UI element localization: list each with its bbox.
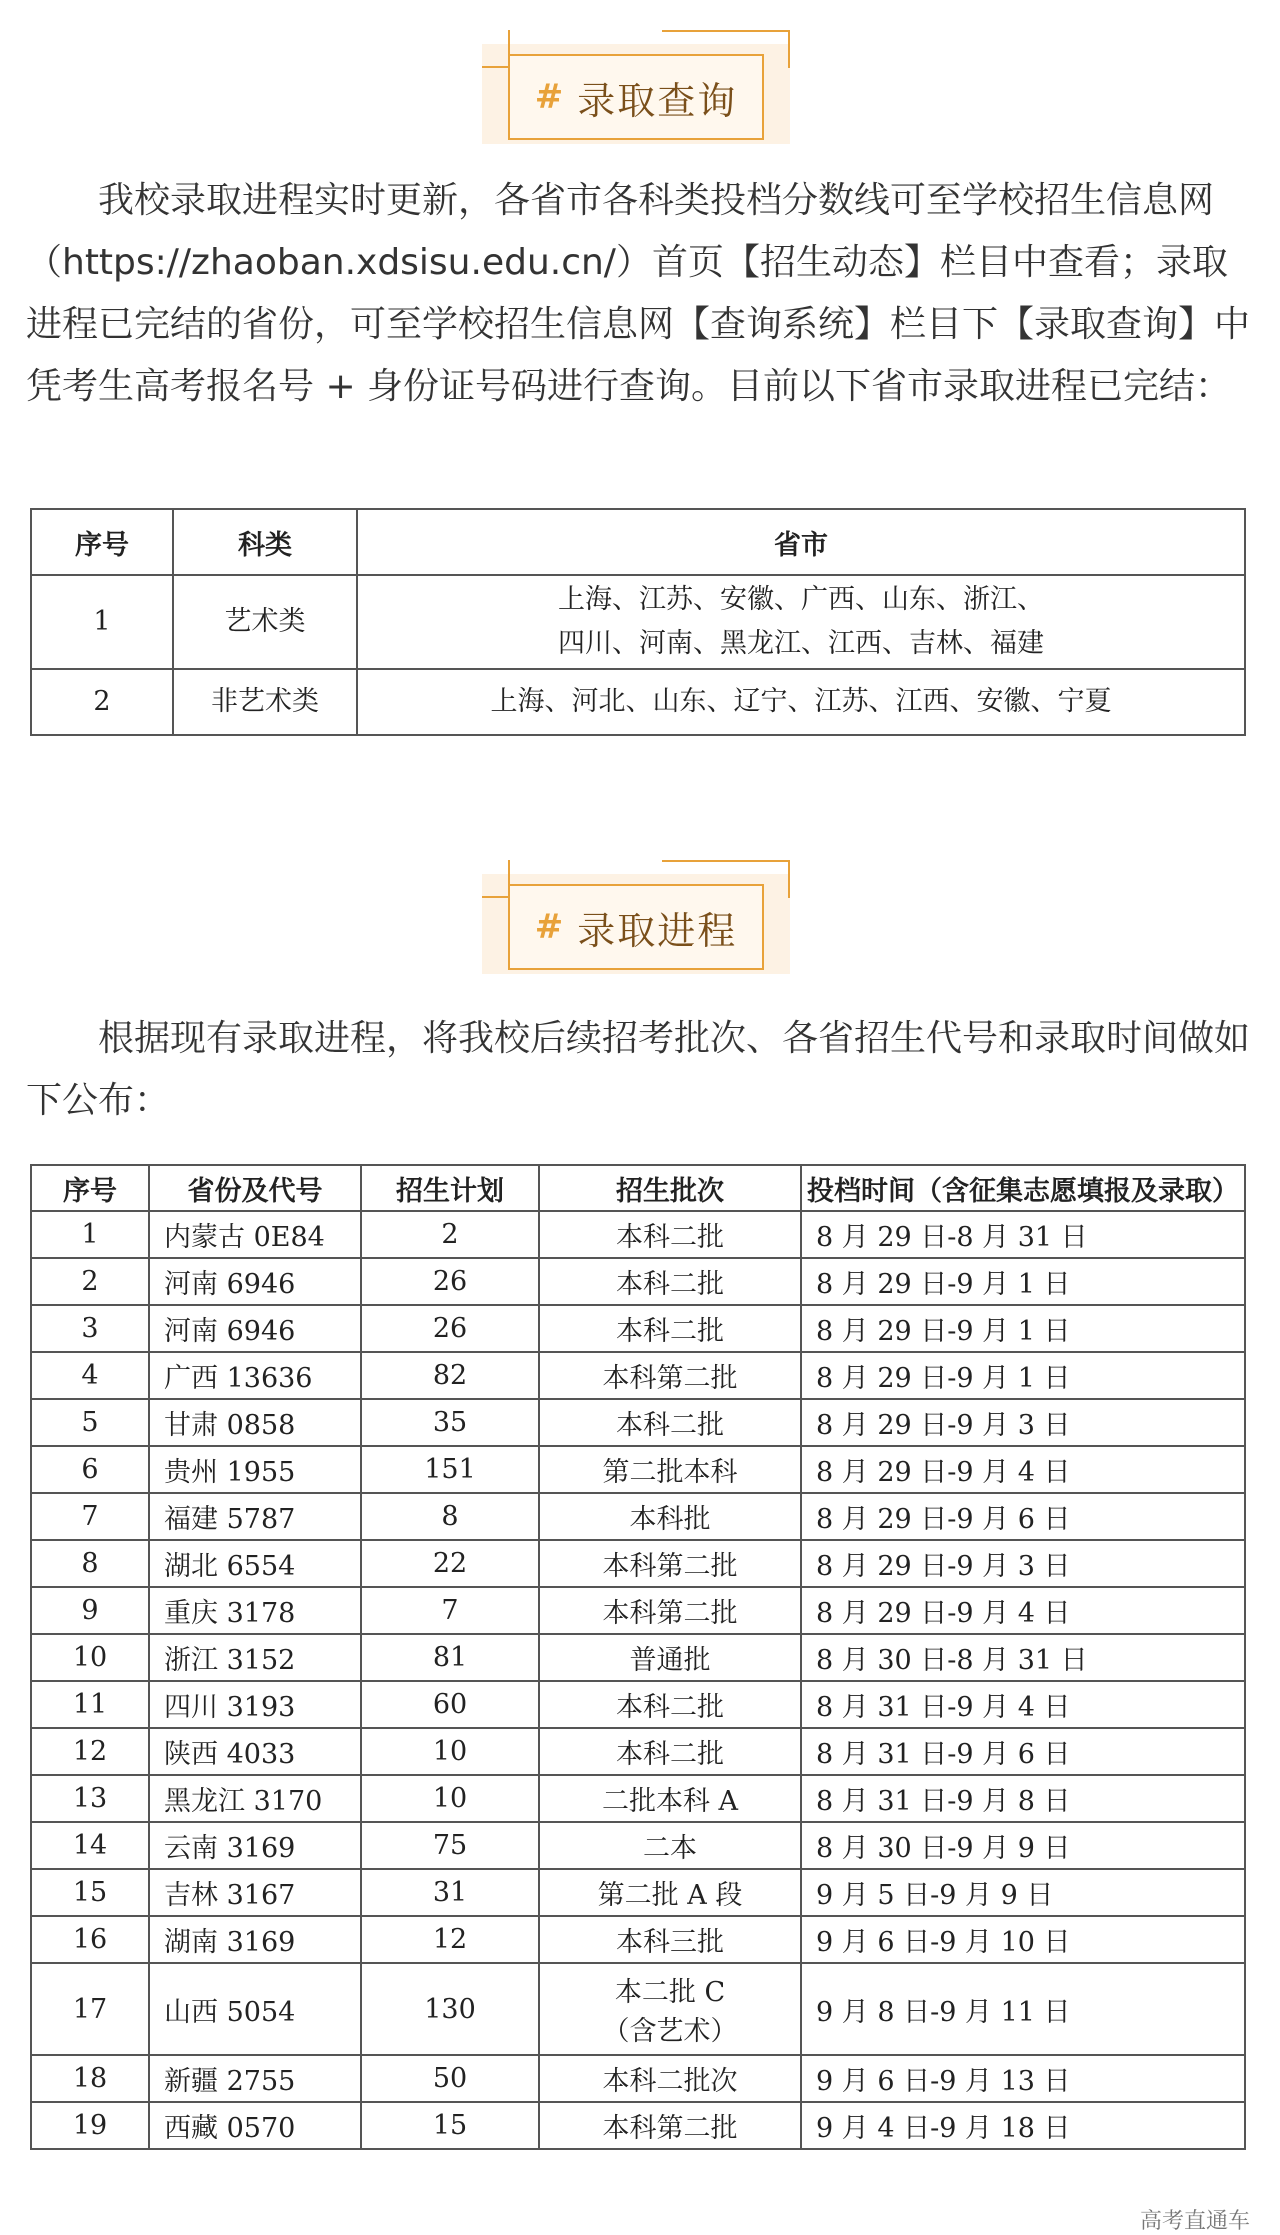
cell-plan: 35 <box>361 1399 539 1446</box>
cell-category: 艺术类 <box>173 575 357 669</box>
header-deco-line <box>788 860 790 898</box>
cell-plan: 26 <box>361 1258 539 1305</box>
cell-time: 9 月 4 日-9 月 18 日 <box>801 2102 1245 2149</box>
cell-plan: 10 <box>361 1728 539 1775</box>
cell-province-code: 浙江 3152 <box>149 1634 361 1681</box>
table-row <box>31 1211 1245 1258</box>
table-row <box>31 669 1245 735</box>
cell-no: 9 <box>31 1587 149 1634</box>
cell-plan: 22 <box>361 1540 539 1587</box>
cell-province-code: 甘肃 0858 <box>149 1399 361 1446</box>
cell-plan: 26 <box>361 1305 539 1352</box>
cell-plan: 81 <box>361 1634 539 1681</box>
cell-no: 3 <box>31 1305 149 1352</box>
table-row <box>31 1540 1245 1587</box>
cell-time: 8 月 29 日-9 月 4 日 <box>801 1446 1245 1493</box>
cell-time: 9 月 6 日-9 月 13 日 <box>801 2055 1245 2102</box>
cell-plan: 12 <box>361 1916 539 1963</box>
table-row <box>31 1728 1245 1775</box>
table-row <box>31 1822 1245 1869</box>
cell-batch: 本科二批次 <box>539 2055 801 2102</box>
paragraph-text: 根据现有录取进程，将我校后续招考批次、各省招生代号和录取时间做如下公布： <box>26 1018 1251 1121</box>
table-row <box>31 2055 1245 2102</box>
cell-province-code: 湖南 3169 <box>149 1916 361 1963</box>
cell-province-code: 河南 6946 <box>149 1305 361 1352</box>
table-row <box>31 1258 1245 1305</box>
cell-batch: 本科二批 <box>539 1211 801 1258</box>
cell-province-code: 新疆 2755 <box>149 2055 361 2102</box>
cell-batch: 本科第二批 <box>539 1540 801 1587</box>
cell-time: 8 月 31 日-9 月 8 日 <box>801 1775 1245 1822</box>
table-body <box>31 1211 1245 2149</box>
cell-plan: 8 <box>361 1493 539 1540</box>
cell-batch: 本科第二批 <box>539 1352 801 1399</box>
cell-no: 15 <box>31 1869 149 1916</box>
table-row <box>31 1587 1245 1634</box>
section-header-admission-query <box>482 30 790 146</box>
table-row <box>31 1916 1245 1963</box>
table-row <box>31 1681 1245 1728</box>
table-row <box>31 2102 1245 2149</box>
cell-batch: 本科二批 <box>539 1399 801 1446</box>
cell-batch <box>539 1963 801 2055</box>
cell-no: 5 <box>31 1399 149 1446</box>
header-cell: 省市 <box>357 509 1245 575</box>
header-deco-line <box>662 860 790 862</box>
cell-time: 9 月 6 日-9 月 10 日 <box>801 1916 1245 1963</box>
cell-batch: 本科二批 <box>539 1305 801 1352</box>
cell-no: 1 <box>31 1211 149 1258</box>
table-row <box>31 1493 1245 1540</box>
progress-paragraph <box>26 1008 1254 1132</box>
cell-province-code: 重庆 3178 <box>149 1587 361 1634</box>
cell-no: 6 <box>31 1446 149 1493</box>
cell-provinces: 上海、河北、山东、辽宁、江苏、江西、安徽、宁夏 <box>357 669 1245 735</box>
table-row <box>31 1869 1245 1916</box>
cell-category: 非艺术类 <box>173 669 357 735</box>
table-row <box>31 1399 1245 1446</box>
cell-province-code: 贵州 1955 <box>149 1446 361 1493</box>
cell-time: 8 月 29 日-8 月 31 日 <box>801 1211 1245 1258</box>
header-cell: 投档时间（含征集志愿填报及录取） <box>801 1165 1245 1211</box>
cell-batch: 普通批 <box>539 1634 801 1681</box>
admission-schedule-table <box>30 1164 1246 2150</box>
cell-province-code: 山西 5054 <box>149 1963 361 2055</box>
provinces-line: 上海、江苏、安徽、广西、山东、浙江、 <box>558 584 1044 615</box>
header-cell: 序号 <box>31 509 173 575</box>
completed-provinces-table <box>30 508 1246 736</box>
cell-no: 18 <box>31 2055 149 2102</box>
cell-plan: 7 <box>361 1587 539 1634</box>
table-row <box>31 1775 1245 1822</box>
table-row <box>31 1446 1245 1493</box>
cell-no: 13 <box>31 1775 149 1822</box>
cell-batch: 本科二批 <box>539 1728 801 1775</box>
cell-no: 14 <box>31 1822 149 1869</box>
cell-batch: 本科批 <box>539 1493 801 1540</box>
cell-time: 8 月 31 日-9 月 6 日 <box>801 1728 1245 1775</box>
cell-batch: 本科二批 <box>539 1258 801 1305</box>
footer-watermark: 高考直通车 <box>1139 2209 1250 2234</box>
cell-batch: 本科三批 <box>539 1916 801 1963</box>
cell-plan: 130 <box>361 1963 539 2055</box>
cell-plan: 82 <box>361 1352 539 1399</box>
cell-province-code: 内蒙古 0E84 <box>149 1211 361 1258</box>
intro-paragraph <box>26 170 1254 418</box>
cell-no: 16 <box>31 1916 149 1963</box>
cell-batch: 二本 <box>539 1822 801 1869</box>
table-row <box>31 1305 1245 1352</box>
table-header-row <box>31 509 1245 575</box>
cell-time: 9 月 5 日-9 月 9 日 <box>801 1869 1245 1916</box>
cell-time: 8 月 31 日-9 月 4 日 <box>801 1681 1245 1728</box>
section-title: 录取查询 <box>577 78 738 123</box>
cell-province-code: 河南 6946 <box>149 1258 361 1305</box>
table-row <box>31 1634 1245 1681</box>
header-cell: 招生批次 <box>539 1165 801 1211</box>
cell-no: 8 <box>31 1540 149 1587</box>
header-cell: 科类 <box>173 509 357 575</box>
cell-time: 8 月 30 日-9 月 9 日 <box>801 1822 1245 1869</box>
cell-time: 8 月 29 日-9 月 6 日 <box>801 1493 1245 1540</box>
batch-line: 本二批 C <box>614 1977 726 2008</box>
cell-no: 2 <box>31 1258 149 1305</box>
cell-province-code: 陕西 4033 <box>149 1728 361 1775</box>
cell-time: 8 月 29 日-9 月 4 日 <box>801 1587 1245 1634</box>
header-deco-line <box>662 30 790 32</box>
cell-province-code: 黑龙江 3170 <box>149 1775 361 1822</box>
hash-icon: # <box>534 907 564 947</box>
cell-province-code: 福建 5787 <box>149 1493 361 1540</box>
batch-line: （含艺术） <box>602 2016 738 2047</box>
cell-no: 11 <box>31 1681 149 1728</box>
cell-plan: 50 <box>361 2055 539 2102</box>
cell-province-code: 西藏 0570 <box>149 2102 361 2149</box>
cell-time: 8 月 29 日-9 月 3 日 <box>801 1540 1245 1587</box>
hash-icon: # <box>534 77 564 117</box>
table-row <box>31 1963 1245 2055</box>
section-header-admission-progress <box>482 860 790 976</box>
cell-batch: 本科第二批 <box>539 2102 801 2149</box>
cell-time: 8 月 29 日-9 月 1 日 <box>801 1352 1245 1399</box>
cell-batch: 第二批 A 段 <box>539 1869 801 1916</box>
cell-province-code: 吉林 3167 <box>149 1869 361 1916</box>
cell-batch: 二批本科 A <box>539 1775 801 1822</box>
cell-no: 17 <box>31 1963 149 2055</box>
paragraph-text: 我校录取进程实时更新，各省市各科类投档分数线可至学校招生信息网（https://zhaoban.xdsisu.edu.cn/）首页【招生动态】栏目中查看；录取进程已完结的省份，可至学校招生信息网【查询系统】栏目下【录取查询】中凭考生高考报名号 + 身份证号码进行查询。目前以下省市录取进程已完结： <box>26 180 1251 407</box>
header-deco-line <box>788 30 790 68</box>
cell-time: 8 月 29 日-9 月 1 日 <box>801 1305 1245 1352</box>
cell-batch: 本科第二批 <box>539 1587 801 1634</box>
cell-time: 8 月 29 日-9 月 3 日 <box>801 1399 1245 1446</box>
cell-no: 7 <box>31 1493 149 1540</box>
cell-plan: 151 <box>361 1446 539 1493</box>
cell-no: 19 <box>31 2102 149 2149</box>
provinces-line: 四川、河南、黑龙江、江西、吉林、福建 <box>558 628 1044 659</box>
header-cell: 省份及代号 <box>149 1165 361 1211</box>
header-box <box>508 54 764 140</box>
table-header-row <box>31 1165 1245 1211</box>
cell-batch: 本科二批 <box>539 1681 801 1728</box>
cell-plan: 75 <box>361 1822 539 1869</box>
cell-province-code: 湖北 6554 <box>149 1540 361 1587</box>
cell-plan: 15 <box>361 2102 539 2149</box>
section-title: 录取进程 <box>577 908 738 953</box>
cell-time: 9 月 8 日-9 月 11 日 <box>801 1963 1245 2055</box>
cell-no: 2 <box>31 669 173 735</box>
cell-province-code: 四川 3193 <box>149 1681 361 1728</box>
header-cell: 招生计划 <box>361 1165 539 1211</box>
cell-plan: 31 <box>361 1869 539 1916</box>
cell-time: 8 月 29 日-9 月 1 日 <box>801 1258 1245 1305</box>
cell-no: 10 <box>31 1634 149 1681</box>
cell-provinces <box>357 575 1245 669</box>
cell-province-code: 云南 3169 <box>149 1822 361 1869</box>
cell-no: 4 <box>31 1352 149 1399</box>
cell-time: 8 月 30 日-8 月 31 日 <box>801 1634 1245 1681</box>
cell-no: 1 <box>31 575 173 669</box>
header-cell: 序号 <box>31 1165 149 1211</box>
cell-province-code: 广西 13636 <box>149 1352 361 1399</box>
header-box <box>508 884 764 970</box>
cell-batch: 第二批本科 <box>539 1446 801 1493</box>
table-row <box>31 575 1245 669</box>
cell-no: 12 <box>31 1728 149 1775</box>
cell-plan: 2 <box>361 1211 539 1258</box>
table-row <box>31 1352 1245 1399</box>
cell-plan: 10 <box>361 1775 539 1822</box>
cell-plan: 60 <box>361 1681 539 1728</box>
